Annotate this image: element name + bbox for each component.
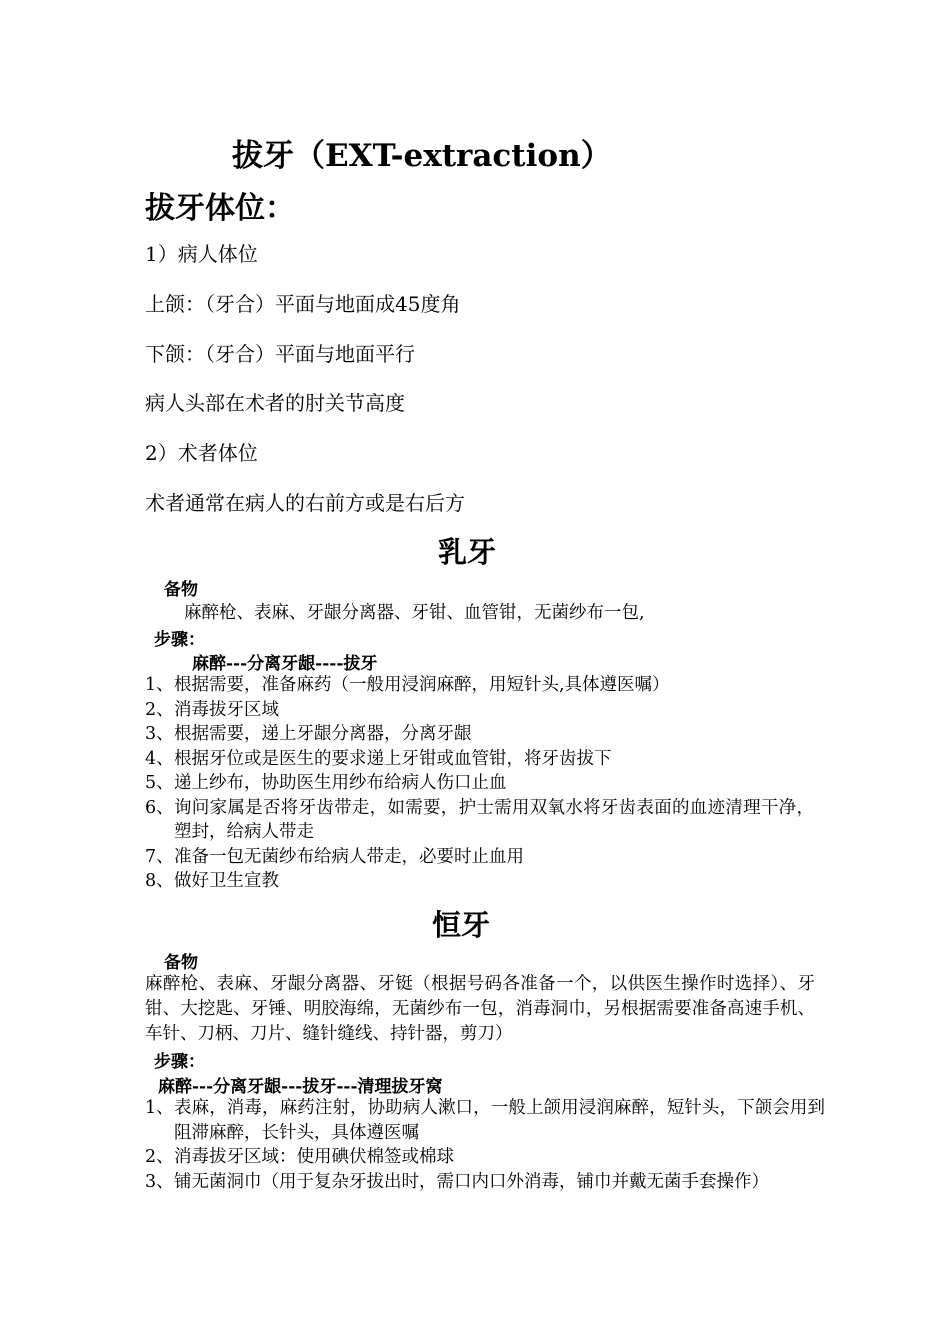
step-text: 根据需要，准备麻药（一般用浸润麻醉，用短针头,具体遵医嘱）: [174, 675, 670, 695]
step-number: 8、: [145, 871, 174, 891]
step-text: 准备一包无菌纱布给病人带走，必要时止血用: [174, 846, 524, 867]
permanent-steps-list: [145, 1096, 825, 1194]
step-text: 消毒拔牙区域：使用碘伏棉签或棉球: [174, 1147, 454, 1167]
primary-flow: 麻醉---分离牙龈----拔牙: [192, 654, 378, 674]
step-text: 递上纱布，协助医生用纱布给病人伤口止血: [174, 773, 507, 793]
permanent-supplies-label: 备物: [164, 953, 198, 973]
list-item: [145, 869, 825, 894]
step-text: 根据需要，递上牙龈分离器，分离牙龈: [174, 724, 472, 744]
permanent-supplies-text: 麻醉枪、表麻、牙龈分离器、牙铤（根据号码各准备一个，以供医生操作时选择）、牙钳、大挖匙、牙锤、明胶海绵，无菌纱布一包，消毒洞巾，另根据需要准备高速手机、车针、刀柄、刀片、缝针缝线、持针器，剪刀）: [145, 974, 815, 1044]
step-number: 1、: [145, 675, 174, 695]
step-text: 消毒拔牙区域: [174, 699, 279, 720]
step-text: 做好卫生宣教: [174, 871, 279, 891]
head-height-line: 病人头部在术者的肘关节高度: [145, 391, 405, 415]
step-number: 3、: [145, 724, 174, 744]
patient-position-label: 1）病人体位: [145, 242, 258, 266]
operator-position-line: 术者通常在病人的右前方或是右后方: [145, 491, 465, 515]
step-number: 5、: [145, 773, 174, 793]
step-number: 3、: [145, 1171, 174, 1192]
step-text: 表麻，消毒，麻药注射，协助病人漱口，一般上颌用浸润麻醉，短针头，下颌会用到阻滞麻醉，长针头，具体遵医嘱: [174, 1098, 825, 1143]
primary-teeth-heading: 乳牙: [438, 535, 497, 569]
step-number: 4、: [145, 748, 174, 769]
permanent-flow: 麻醉---分离牙龈---拔牙---清理拔牙窝: [158, 1077, 443, 1097]
step-text: 铺无菌洞巾（用于复杂牙拔出时，需口内口外消毒，铺巾并戴无菌手套操作）: [174, 1171, 769, 1192]
list-item: [145, 747, 825, 772]
list-item: [145, 1170, 814, 1195]
document-title: 拔牙（EXT-extraction）: [232, 138, 612, 174]
list-item: [145, 722, 825, 747]
list-item: [145, 1145, 825, 1170]
step-number: 6、: [145, 797, 174, 818]
primary-supplies-label: 备物: [164, 580, 198, 600]
list-item: [145, 1096, 825, 1145]
primary-steps-label: 步骤：: [154, 630, 205, 650]
step-text: 询问家属是否将牙齿带走，如需要，护士需用双氧水将牙齿表面的血迹清理干净，塑封，给病人带走: [174, 797, 814, 842]
step-number: 1、: [145, 1098, 174, 1118]
step-number: 2、: [145, 699, 174, 720]
step-number: 2、: [145, 1147, 174, 1167]
permanent-steps-label: 步骤：: [154, 1052, 205, 1072]
upper-jaw-line: 上颌：（牙合）平面与地面成45度角: [145, 292, 461, 316]
list-item: [145, 771, 825, 796]
position-heading: 拔牙体位：: [145, 191, 295, 226]
list-item: [145, 698, 825, 723]
list-item: [145, 673, 825, 698]
primary-steps-list: [145, 673, 825, 894]
list-item: [145, 845, 825, 870]
list-item: [145, 796, 814, 845]
step-number: 7、: [145, 846, 174, 867]
step-text: 根据牙位或是医生的要求递上牙钳或血管钳，将牙齿拔下: [174, 748, 612, 769]
permanent-teeth-heading: 恒牙: [432, 908, 491, 942]
primary-supplies-text: 麻醉枪、表麻、牙龈分离器、牙钳、血管钳，无菌纱布一包,: [184, 603, 645, 623]
lower-jaw-line: 下颌：（牙合）平面与地面平行: [145, 342, 415, 366]
operator-position-label: 2）术者体位: [145, 441, 258, 465]
